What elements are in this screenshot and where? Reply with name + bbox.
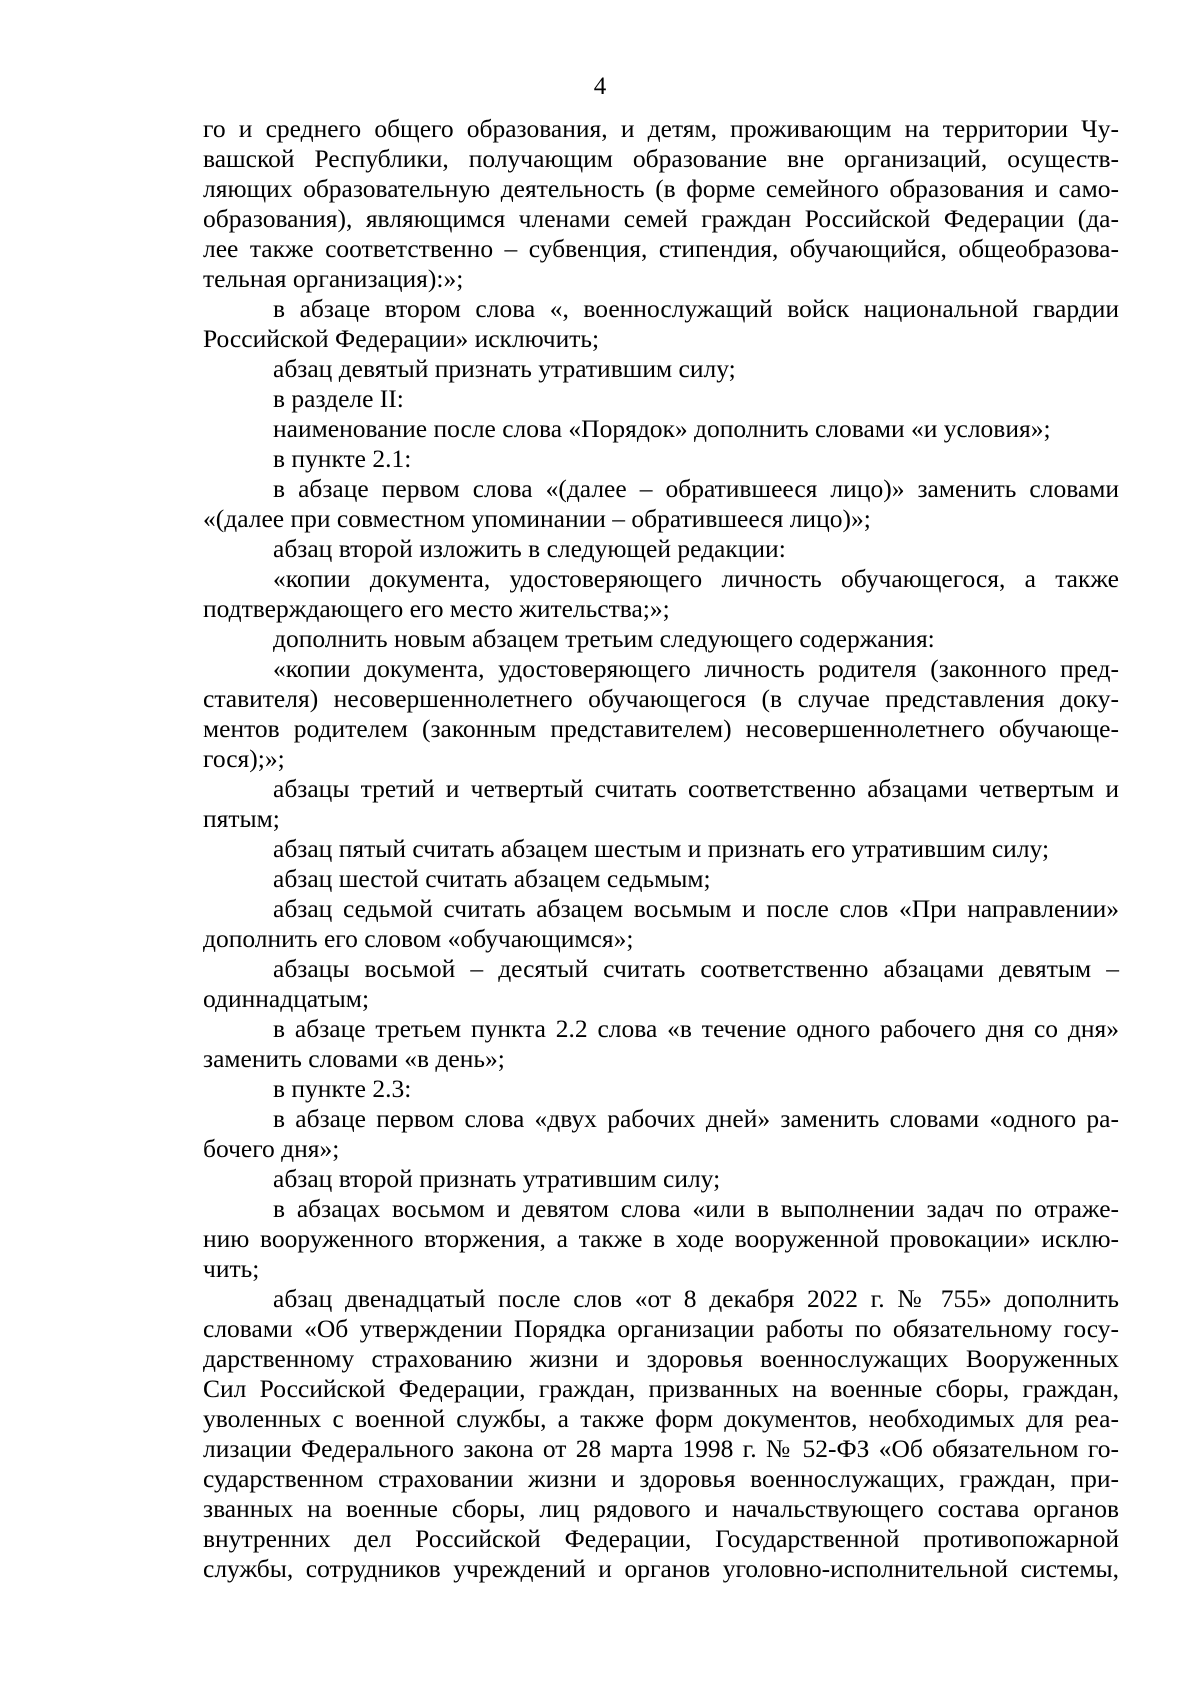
text-line: нию вооруженного вторжения, а также в ходе вооруженной провокации» исклю- <box>203 1224 1119 1253</box>
text-line: абзац шестой считать абзацем седьмым; <box>273 864 711 893</box>
text-line: дарственному страхованию жизни и здоровья военнослужащих Вооруженных <box>203 1344 1119 1373</box>
document-body <box>203 114 1119 1584</box>
text-line: в разделе II: <box>273 384 404 413</box>
text-line: ментов родителем (законным представителем) несовершеннолетнего обучающе- <box>203 714 1119 743</box>
text-line: сударственном страховании жизни и здоровья военнослужащих, граждан, при- <box>203 1464 1119 1493</box>
text-line: одиннадцатым; <box>203 984 370 1013</box>
text-line: абзацы третий и четвертый считать соответственно абзацами четвертым и <box>273 774 1119 803</box>
text-line: Сил Российской Федерации, граждан, призванных на военные сборы, граждан, <box>203 1374 1119 1403</box>
text-line: пятым; <box>203 804 280 833</box>
text-line: уволенных с военной службы, а также форм документов, необходимых для реа- <box>203 1404 1119 1433</box>
text-line: словами «Об утверждении Порядка организации работы по обязательному госу- <box>203 1314 1119 1343</box>
text-line: бочего дня»; <box>203 1134 340 1163</box>
text-line: тельная организация):»; <box>203 264 464 293</box>
text-line: гося);»; <box>203 744 285 773</box>
text-line: в абзаце первом слова «(далее – обратившееся лицо)» заменить словами <box>273 474 1119 503</box>
text-line: внутренних дел Российской Федерации, Государственной противопожарной <box>203 1524 1119 1553</box>
text-line: «копии документа, удостоверяющего личность обучающегося, а также <box>273 564 1119 593</box>
text-line: абзац пятый считать абзацем шестым и признать его утратившим силу; <box>273 834 1050 863</box>
text-line: подтверждающего его место жительства;»; <box>203 594 670 623</box>
text-line: в абзаце третьем пункта 2.2 слова «в течение одного рабочего дня со дня» <box>273 1014 1119 1043</box>
text-line: абзац второй признать утратившим силу; <box>273 1164 721 1193</box>
text-line: в абзаце втором слова «, военнослужащий войск национальной гвардии <box>273 294 1119 323</box>
text-line: дополнить его словом «обучающимся»; <box>203 924 634 953</box>
text-line: абзац двенадцатый после слов «от 8 декабря 2022 г. № 755» дополнить <box>273 1284 1119 1313</box>
text-line: абзац девятый признать утратившим силу; <box>273 354 736 383</box>
text-line: званных на военные сборы, лиц рядового и начальствующего состава органов <box>203 1494 1119 1523</box>
text-line: в абзацах восьмом и девятом слова «или в выполнении задач по отраже- <box>273 1194 1119 1223</box>
text-line: чить; <box>203 1254 260 1283</box>
text-line: абзац второй изложить в следующей редакции: <box>273 534 786 563</box>
text-line: лее также соответственно – субвенция, стипендия, обучающийся, общеобразова- <box>203 234 1119 263</box>
text-line: «(далее при совместном упоминании – обратившееся лицо)»; <box>203 504 871 533</box>
text-line: абзацы восьмой – десятый считать соответственно абзацами девятым – <box>273 954 1119 983</box>
text-line: заменить словами «в день»; <box>203 1044 505 1073</box>
text-line: наименование после слова «Порядок» дополнить словами «и условия»; <box>273 414 1051 443</box>
page-number: 4 <box>593 73 607 100</box>
text-line: Российской Федерации» исключить; <box>203 324 600 353</box>
text-line: в пункте 2.1: <box>273 444 412 473</box>
text-line: лизации Федерального закона от 28 марта 1998 г. № 52-ФЗ «Об обязательном го- <box>203 1434 1119 1463</box>
text-line: абзац седьмой считать абзацем восьмым и после слов «При направлении» <box>273 894 1119 923</box>
text-line: ставителя) несовершеннолетнего обучающегося (в случае представления доку- <box>203 684 1119 713</box>
text-line: службы, сотрудников учреждений и органов уголовно-исполнительной системы, <box>203 1554 1119 1583</box>
text-line: в абзаце первом слова «двух рабочих дней» заменить словами «одного ра- <box>273 1104 1119 1133</box>
text-line: ляющих образовательную деятельность (в форме семейного образования и само- <box>203 174 1119 203</box>
text-line: образования), являющимся членами семей граждан Российской Федерации (да- <box>203 204 1119 233</box>
text-line: в пункте 2.3: <box>273 1074 412 1103</box>
text-line: «копии документа, удостоверяющего личность родителя (законного пред- <box>273 654 1119 683</box>
text-line: го и среднего общего образования, и детям, проживающим на территории Чу- <box>203 114 1119 143</box>
text-line: дополнить новым абзацем третьим следующего содержания: <box>273 624 935 653</box>
text-line: вашской Республики, получающим образование вне организаций, осуществ- <box>203 144 1119 173</box>
